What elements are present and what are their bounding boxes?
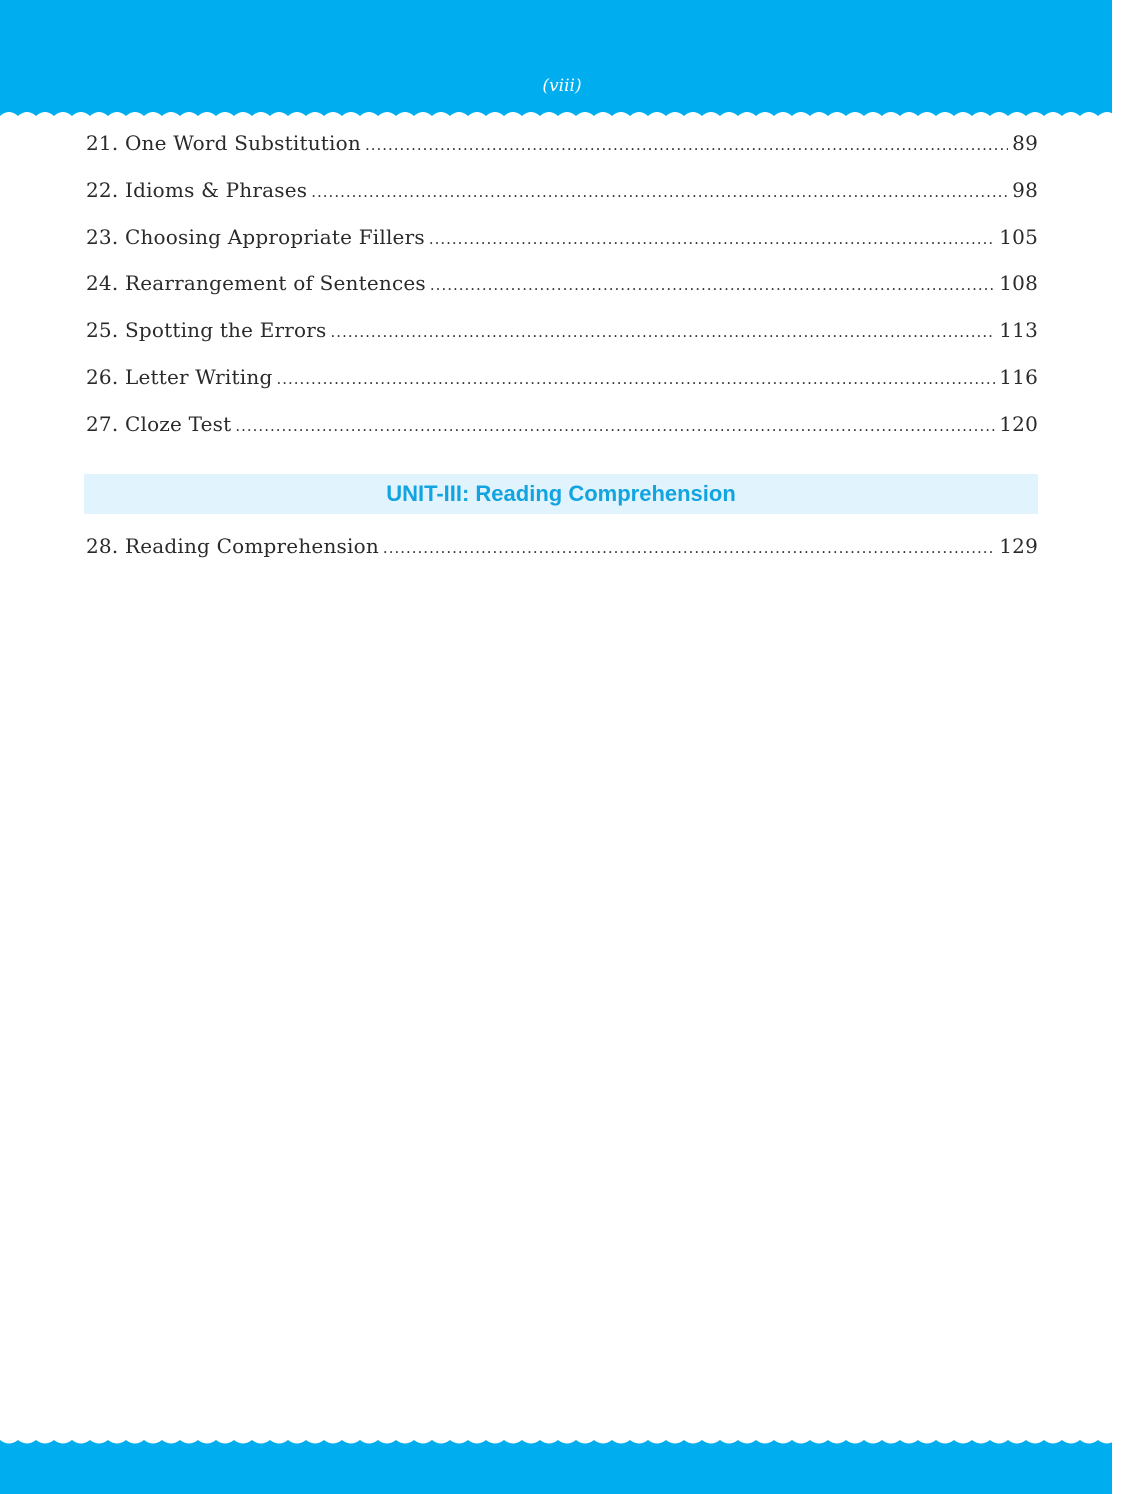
toc-entry-title: 24. Rearrangement of Sentences: [86, 271, 426, 296]
toc-entry-title: 28. Reading Comprehension: [86, 534, 379, 558]
toc-entry[interactable]: [86, 527, 1038, 574]
toc-list-unit3: [86, 527, 1038, 574]
toc-entry-page: 129: [999, 534, 1038, 558]
toc-dot-leader: [430, 266, 995, 304]
toc-dot-leader: [311, 173, 1008, 211]
toc-entry-page: 98: [1012, 177, 1038, 202]
toc-dot-leader: [331, 313, 996, 351]
toc-entry-page: 120: [999, 411, 1038, 436]
toc-dot-leader: [429, 220, 995, 258]
toc-entry[interactable]: [86, 264, 1038, 311]
toc-dot-leader: [365, 126, 1008, 164]
toc-entry-title: 27. Cloze Test: [86, 411, 232, 436]
toc-entry-title: 25. Spotting the Errors: [86, 318, 327, 343]
page-number: (viii): [542, 76, 582, 96]
unit-heading-banner: UNIT-III: Reading Comprehension: [84, 474, 1038, 514]
toc-entry-page: 113: [999, 318, 1038, 343]
footer-wave-border: [0, 1434, 1112, 1448]
toc-dot-leader: [276, 360, 995, 398]
footer-band: [0, 1434, 1112, 1494]
toc-dot-leader: [235, 407, 995, 445]
toc-entry[interactable]: [86, 218, 1038, 265]
toc-entry-title: 22. Idioms & Phrases: [86, 177, 308, 202]
toc-entry[interactable]: [86, 311, 1038, 358]
header-wave-border: [0, 106, 1112, 122]
toc-entry-title: 26. Letter Writing: [86, 364, 273, 389]
toc-entry-page: 116: [999, 364, 1038, 389]
toc-dot-leader: [383, 529, 995, 567]
toc-entry-page: 105: [999, 224, 1038, 249]
toc-entry[interactable]: [86, 124, 1038, 171]
toc-entry[interactable]: [86, 171, 1038, 218]
toc-entry[interactable]: [86, 405, 1038, 452]
toc-entry-page: 89: [1012, 131, 1038, 155]
toc-entry-page: 108: [999, 271, 1038, 296]
toc-list-unit2: [86, 124, 1038, 452]
header-band: [0, 0, 1112, 122]
toc-entry-title: 23. Choosing Appropriate Fillers: [86, 224, 425, 249]
toc-entry-title: 21. One Word Substitution: [86, 131, 361, 155]
toc-entry[interactable]: [86, 358, 1038, 405]
